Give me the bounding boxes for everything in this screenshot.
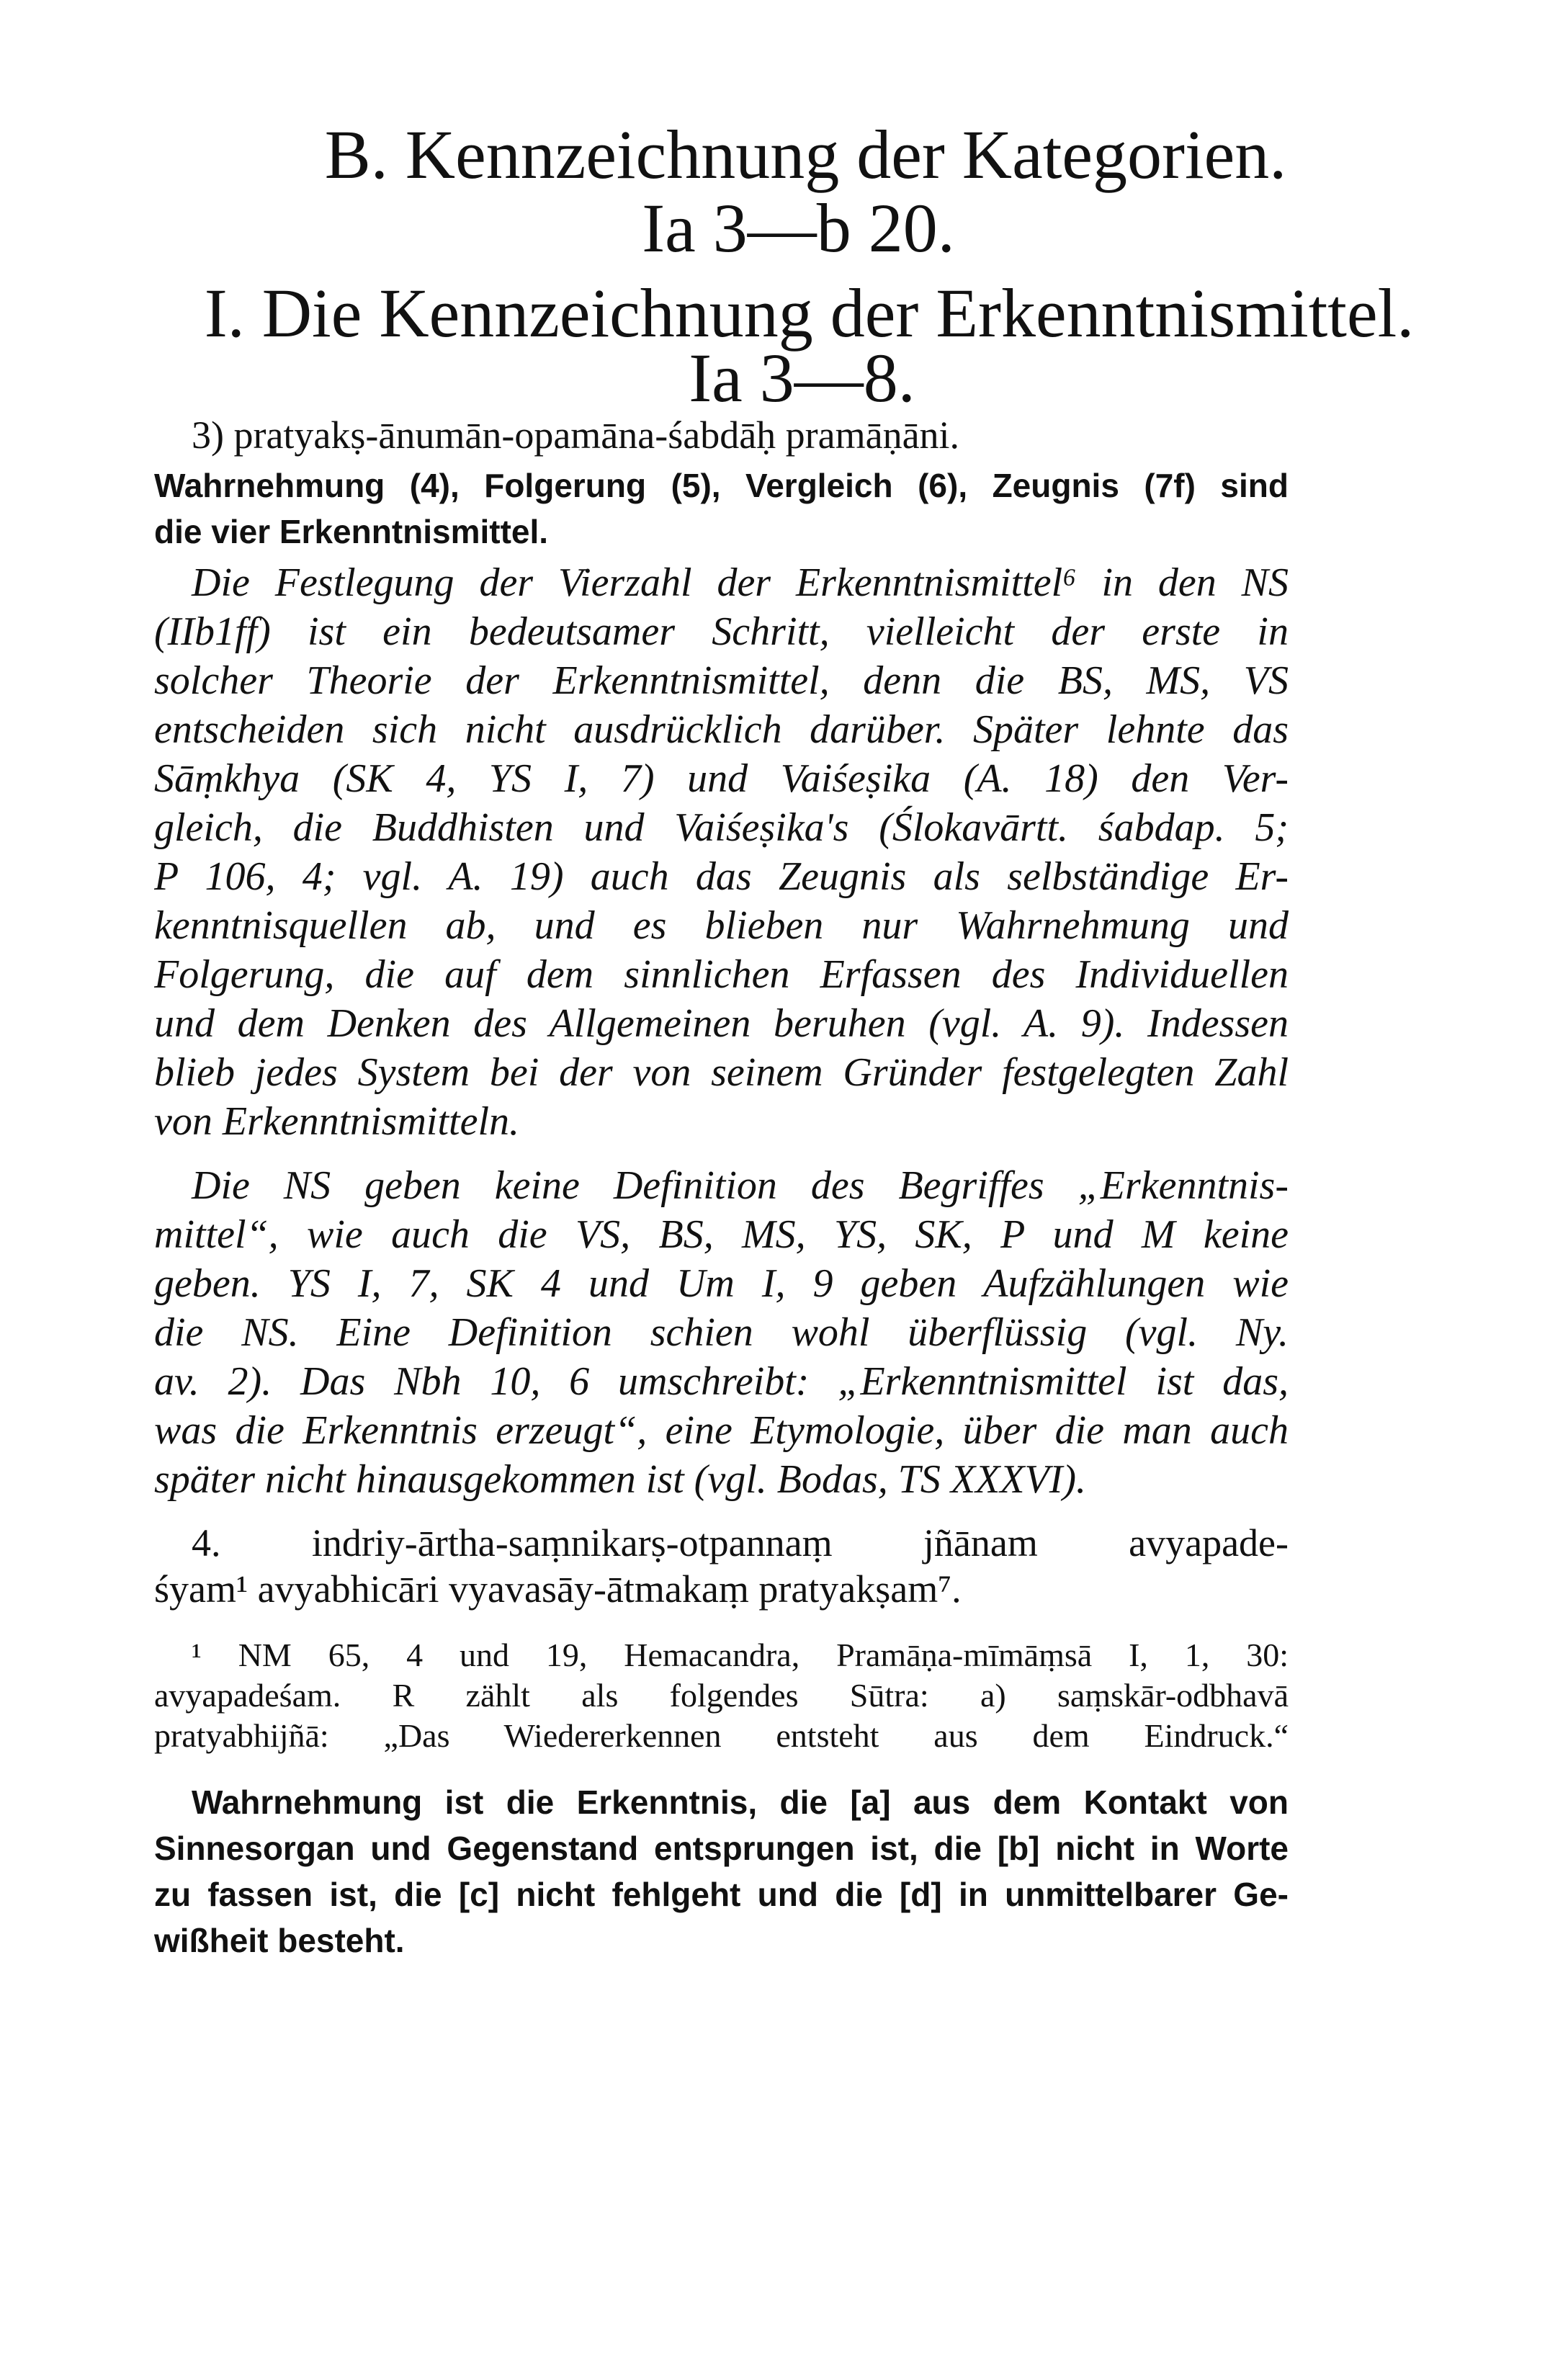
translation-4-line: Sinnesorgan und Gegenstand entsprungen ist, die [b] nicht in Worte bbox=[154, 1830, 1289, 1867]
commentary-paragraph-1 bbox=[154, 558, 1289, 1146]
commentary-line: (IIb1ff) ist ein bedeutsamer Schritt, vielleicht der erste in bbox=[154, 609, 1289, 654]
footnote-1 bbox=[154, 1635, 1289, 1756]
translation-4-line: wißheit besteht. bbox=[154, 1922, 405, 1959]
commentary-line: die NS. Eine Definition schien wohl überflüssig (vgl. Ny. bbox=[154, 1310, 1289, 1355]
translation-3 bbox=[154, 462, 1289, 555]
chapter-range: Ia 3—8. bbox=[689, 339, 915, 416]
commentary-line: av. 2). Das Nbh 10, 6 umschreibt: „Erkenntnismittel ist das, bbox=[154, 1359, 1289, 1404]
sutra-3 bbox=[154, 412, 1289, 458]
commentary-line: Die Festlegung der Vierzahl der Erkenntnismittel⁶ in den NS bbox=[192, 560, 1289, 605]
sutra-4-line: śyam¹ avyabhicāri vyavasāy-ātmakaṃ pratyakṣam⁷. bbox=[154, 1567, 962, 1611]
commentary-line: entscheiden sich nicht ausdrücklich darüber. Später lehnte das bbox=[154, 707, 1289, 752]
commentary-line: solcher Theorie der Erkenntnismittel, denn die BS, MS, VS bbox=[154, 658, 1289, 703]
commentary-line: Die NS geben keine Definition des Begriffes „Erkenntnis- bbox=[192, 1163, 1289, 1208]
section-range: Ia 3—b 20. bbox=[642, 189, 955, 267]
commentary-line: Sāṃkhya (SK 4, YS I, 7) und Vaiśeṣika (A. 18) den Ver- bbox=[154, 756, 1289, 801]
translation-3-line: Wahrnehmung (4), Folgerung (5), Vergleich (6), Zeugnis (7f) sind bbox=[154, 467, 1289, 504]
commentary-line: mittel“, wie auch die VS, BS, MS, YS, SK, P und M keine bbox=[154, 1212, 1289, 1257]
commentary-line: kenntnisquellen ab, und es blieben nur Wahrnehmung und bbox=[154, 903, 1289, 948]
translation-3-line: die vier Erkenntnismittel. bbox=[154, 513, 549, 550]
translation-4-line: zu fassen ist, die [c] nicht fehlgeht und die [d] in unmittelbarer Ge- bbox=[154, 1876, 1289, 1913]
footnote-line: pratyabhijñā: „Das Wiedererkennen entsteht aus dem Eindruck.“ bbox=[154, 1717, 1289, 1754]
footnote-line: avyapadeśam. R zählt als folgendes Sūtra: a) saṃskār-odbhavā bbox=[154, 1677, 1289, 1714]
sutra-4 bbox=[154, 1520, 1289, 1612]
commentary-line: was die Erkenntnis erzeugt“, eine Etymologie, über die man auch bbox=[154, 1408, 1289, 1453]
commentary-line: P 106, 4; vgl. A. 19) auch das Zeugnis als selbständige Er- bbox=[154, 854, 1289, 899]
sutra-4-line: 4. indriy-ārtha-saṃnikarṣ-otpannaṃ jñānam avyapade- bbox=[192, 1521, 1289, 1565]
sutra-3-line: 3) pratyakṣ-ānumān-opamāna-śabdāḥ pramāṇāni. bbox=[192, 413, 960, 457]
commentary-line: gleich, die Buddhisten und Vaiśeṣika's (Ślokavārtt. śabdap. 5; bbox=[154, 805, 1289, 850]
translation-4 bbox=[154, 1779, 1289, 1964]
commentary-paragraph-2 bbox=[154, 1161, 1289, 1504]
commentary-line: von Erkenntnismitteln. bbox=[154, 1099, 520, 1144]
commentary-line: geben. YS I, 7, SK 4 und Um I, 9 geben Aufzählungen wie bbox=[154, 1261, 1289, 1306]
commentary-line: Folgerung, die auf dem sinnlichen Erfassen des Individuellen bbox=[154, 952, 1289, 997]
commentary-line: blieb jedes System bei der von seinem Gründer festgelegten Zahl bbox=[154, 1050, 1289, 1095]
commentary-line: und dem Denken des Allgemeinen beruhen (vgl. A. 9). Indessen bbox=[154, 1001, 1289, 1046]
section-title: B. Kennzeichnung der Kategorien. bbox=[324, 116, 1287, 193]
footnote-line: ¹ NM 65, 4 und 19, Hemacandra, Pramāṇa-mīmāṃsā I, 1, 30: bbox=[192, 1637, 1289, 1673]
chapter-title: I. Die Kennzeichnung der Erkenntnismittel. bbox=[204, 274, 1415, 352]
commentary-line: später nicht hinausgekommen ist (vgl. Bodas, TS XXXVI). bbox=[154, 1457, 1087, 1502]
translation-4-line: Wahrnehmung ist die Erkenntnis, die [a] aus dem Kontakt von bbox=[192, 1783, 1289, 1821]
